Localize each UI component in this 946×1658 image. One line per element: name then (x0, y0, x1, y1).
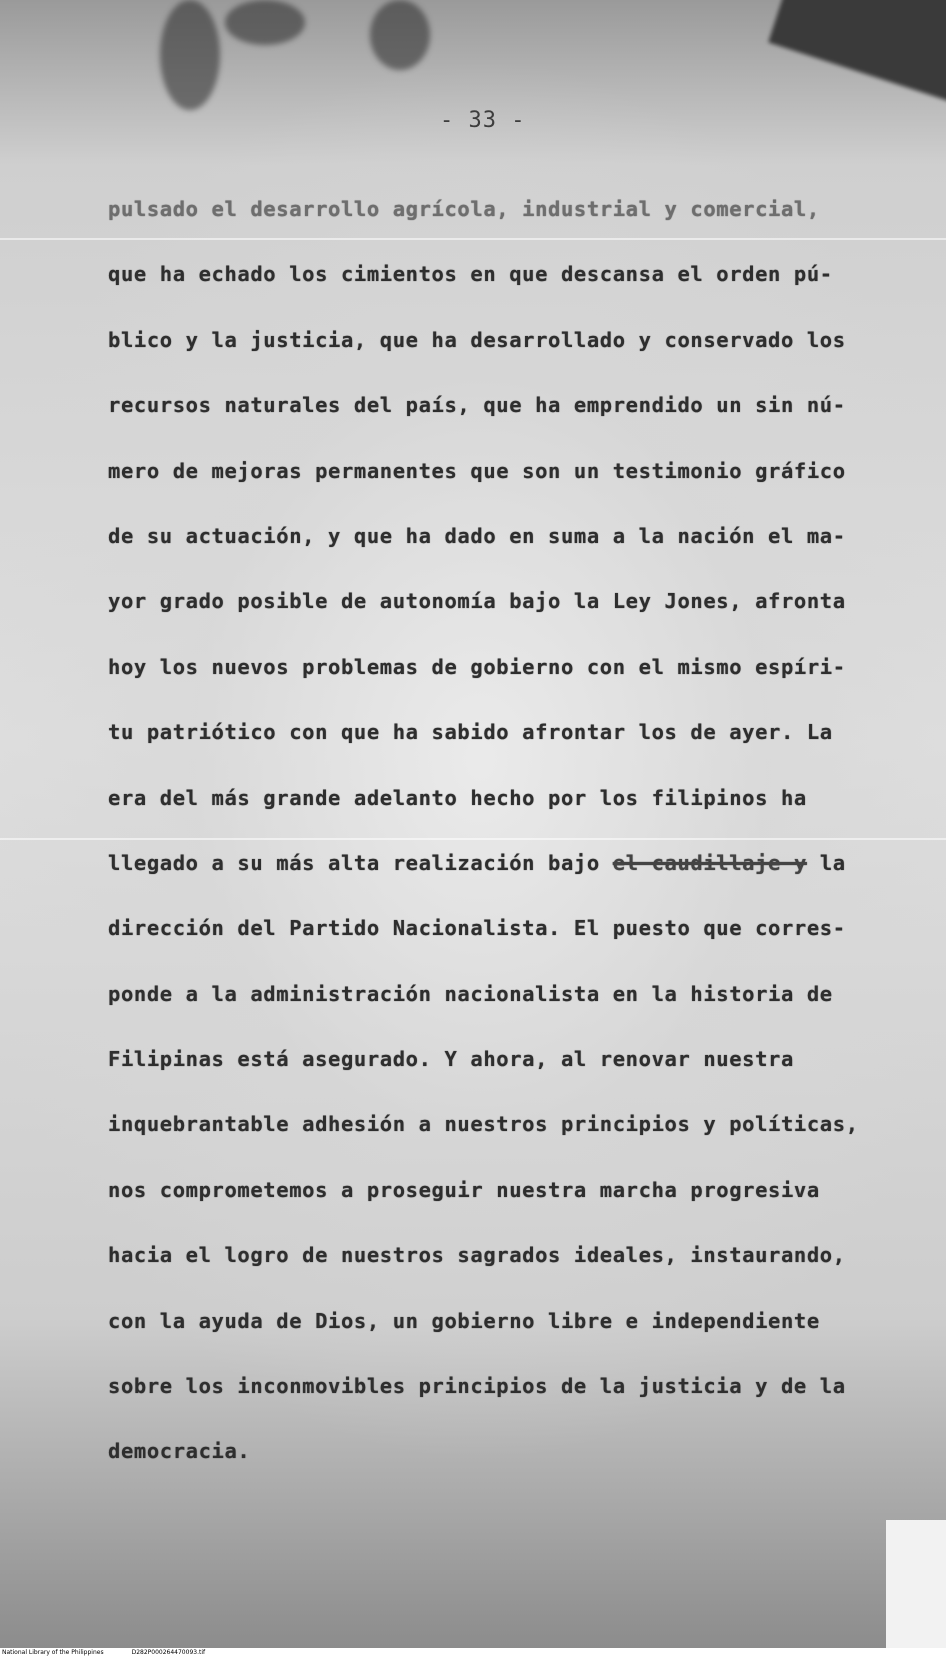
ink-blotch (370, 0, 430, 70)
struck-text: el caudillaje y (612, 850, 807, 875)
text-line-12: dirección del Partido Nacionalista. El puesto que corres- (108, 916, 846, 941)
text-line-1: pulsado el desarrollo agrícola, industrial y comercial, (108, 197, 820, 221)
text-line-19: sobre los inconmovibles principios de la justicia y de la (108, 1374, 846, 1399)
text-line-3: blico y la justicia, que ha desarrollado y conservado los (108, 327, 846, 352)
text-line-15: inquebrantable adhesión a nuestros principios y políticas, (108, 1112, 859, 1137)
text-line-11 (108, 850, 888, 915)
white-patch (886, 1520, 946, 1648)
line-11-tail: la (819, 850, 846, 875)
footer-text (2, 1648, 233, 1658)
line-11-lead: llegado a su más alta realización bajo (108, 850, 600, 875)
text-line-10: era del más grande adelanto hecho por los filipinos ha (108, 785, 807, 810)
scan-footer (0, 1648, 946, 1658)
footer-file: D282P000264470093.tif (131, 1649, 206, 1656)
text-line-9: tu patriótico con que ha sabido afrontar los de ayer. La (108, 720, 833, 745)
document-body (108, 196, 888, 1504)
text-line-8: hoy los nuevos problemas de gobierno con el mismo espíri- (108, 654, 846, 679)
text-line-16: nos comprometemos a proseguir nuestra marcha progresiva (108, 1177, 820, 1202)
text-line-14: Filipinas está asegurado. Y ahora, al renovar nuestra (108, 1047, 794, 1072)
text-line-4: recursos naturales del país, que ha emprendido un sin nú- (108, 393, 846, 418)
footer-source: National Library of the Philippines (2, 1649, 104, 1656)
text-line-6: de su actuación, y que ha dado en suma a la nación el ma- (108, 523, 846, 548)
text-line-20: democracia. (108, 1439, 251, 1464)
torn-corner (768, 0, 946, 110)
text-line-18: con la ayuda de Dios, un gobierno libre e independiente (108, 1308, 820, 1333)
text-line-13: ponde a la administración nacionalista en la historia de (108, 981, 833, 1006)
text-line-5: mero de mejoras permanentes que son un testimonio gráfico (108, 458, 846, 483)
text-line-7: yor grado posible de autonomía bajo la Ley Jones, afronta (108, 589, 846, 614)
ink-blotch (160, 0, 220, 110)
page-number: - 33 - (440, 108, 526, 133)
ink-blotch (225, 0, 305, 45)
text-line-17: hacia el logro de nuestros sagrados ideales, instaurando, (108, 1243, 846, 1268)
text-line-2: que ha echado los cimientos en que descansa el orden pú- (108, 262, 833, 287)
